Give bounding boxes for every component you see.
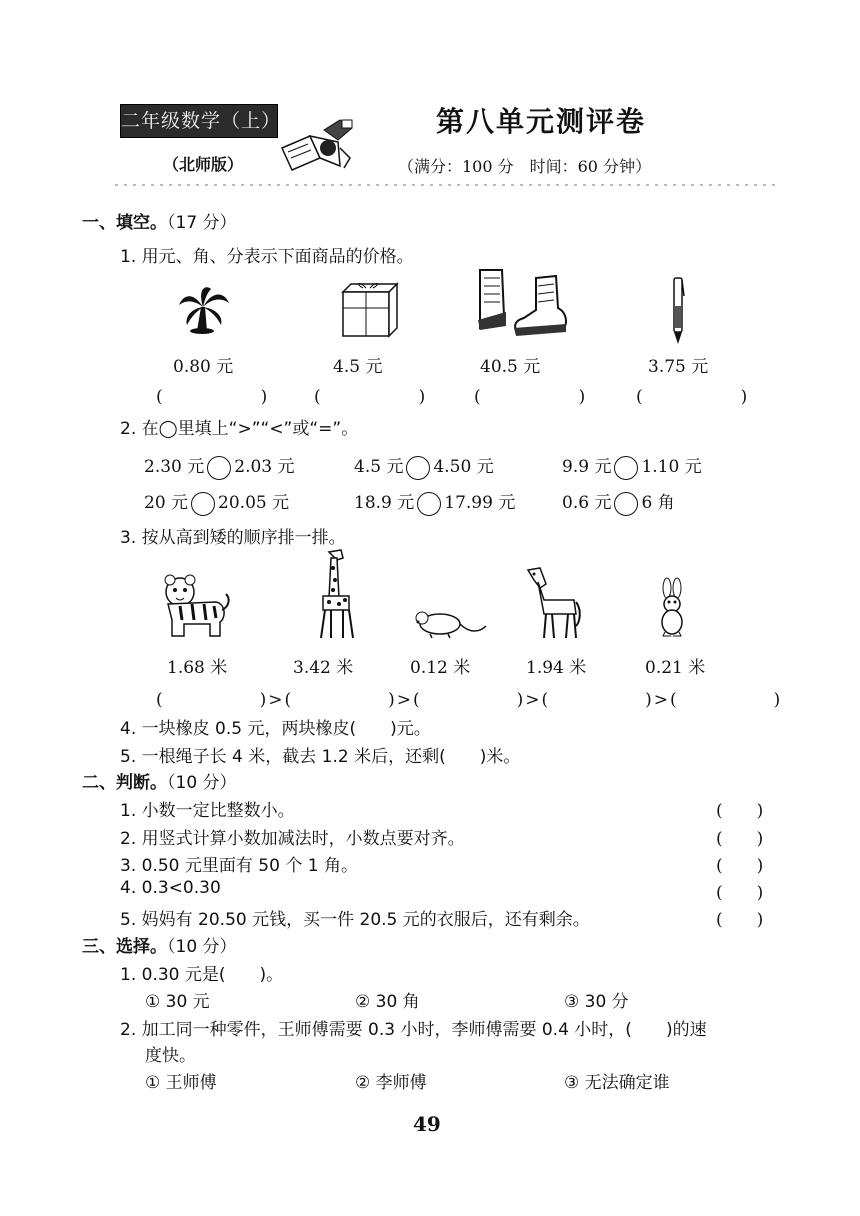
section-1-points: （17 分） xyxy=(167,213,237,233)
answer-blank-plant[interactable]: ( ) xyxy=(156,387,274,407)
height-mouse: 0.12 米 xyxy=(410,658,471,678)
height-tiger: 1.68 米 xyxy=(167,658,228,678)
height-rabbit: 0.21 米 xyxy=(645,658,706,678)
compare-right: 2.03 元 xyxy=(234,457,295,477)
choice-option[interactable]: ① 王师傅 xyxy=(145,1073,217,1093)
compare-item xyxy=(354,488,515,516)
tiger-icon xyxy=(160,574,232,640)
choice-option[interactable]: ② 30 角 xyxy=(355,992,420,1012)
judge-item-1: 1. 小数一定比整数小。 xyxy=(120,801,295,821)
s1-q2-text: 2. 在◯里填上“>”“<”或“=”。 xyxy=(120,419,359,439)
price-shoes: 40.5 元 xyxy=(480,357,541,377)
choice-option[interactable]: ② 李师傅 xyxy=(355,1073,427,1093)
grade-badge: 二年级数学（上） xyxy=(120,104,278,138)
compare-left: 4.5 元 xyxy=(354,457,404,477)
compare-item xyxy=(144,488,289,516)
answer-blank-gift[interactable]: ( ) xyxy=(314,387,432,407)
mouse-icon xyxy=(410,604,488,638)
section-3-heading xyxy=(82,932,237,957)
gift-box-icon xyxy=(337,278,401,338)
s3-q2-text: 2. 加工同一种零件，王师傅需要 0.3 小时，李师傅需要 0.4 小时，( )的速 xyxy=(120,1020,707,1040)
judge-item-5: 5. 妈妈有 20.50 元钱，买一件 20.5 元的衣服后，还有剩余。 xyxy=(120,910,590,930)
s3-q1-text: 1. 0.30 元是( )。 xyxy=(120,965,284,985)
s1-q4-text: 4. 一块橡皮 0.5 元，两块橡皮( )元。 xyxy=(120,719,431,739)
section-2-points: （10 分） xyxy=(167,773,237,793)
height-order-blanks[interactable]: ( )>( )>( )>( )>( ) xyxy=(156,690,783,710)
compare-circle[interactable] xyxy=(191,492,215,516)
price-gift: 4.5 元 xyxy=(333,357,383,377)
compare-item xyxy=(562,488,675,516)
answer-blank-shoes[interactable]: ( ) xyxy=(474,387,592,407)
judge-blank-5[interactable]: ( ) xyxy=(716,910,764,930)
s3-q2-text-cont: 度快。 xyxy=(145,1046,196,1066)
answer-blank-pen[interactable]: ( ) xyxy=(636,387,754,407)
edition-label: （北师版） xyxy=(163,155,244,174)
choice-option[interactable]: ① 30 元 xyxy=(145,992,210,1012)
judge-item-2: 2. 用竖式计算小数加减法时，小数点要对齐。 xyxy=(120,829,465,849)
judge-blank-1[interactable]: ( ) xyxy=(716,801,764,821)
compare-right: 4.50 元 xyxy=(433,457,494,477)
compare-left: 20 元 xyxy=(144,493,189,513)
pen-icon xyxy=(670,276,686,346)
price-pen: 3.75 元 xyxy=(648,357,709,377)
s1-q5-text: 5. 一根绳子长 4 米，截去 1.2 米后，还剩( )米。 xyxy=(120,747,521,767)
giraffe-icon xyxy=(309,548,359,640)
page-title: 第八单元测评卷 xyxy=(436,105,647,138)
price-plant: 0.80 元 xyxy=(173,357,234,377)
choice-option[interactable]: ③ 30 分 xyxy=(564,992,629,1012)
reading-student-icon xyxy=(280,118,360,176)
score-time-info: （满分：100 分 时间：60 分钟） xyxy=(398,157,652,176)
rabbit-icon xyxy=(655,578,689,638)
shoes-icon xyxy=(474,268,570,338)
compare-right: 1.10 元 xyxy=(641,457,702,477)
section-1-heading xyxy=(82,208,237,233)
section-3-title: 三、选择。 xyxy=(82,937,167,957)
section-2-title: 二、判断。 xyxy=(82,773,167,793)
s1-q1-text: 1. 用元、角、分表示下面商品的价格。 xyxy=(120,247,414,267)
compare-right: 17.99 元 xyxy=(444,493,516,513)
compare-item xyxy=(562,452,702,480)
compare-item xyxy=(354,452,494,480)
compare-circle[interactable] xyxy=(207,456,231,480)
s1-q3-text: 3. 按从高到矮的顺序排一排。 xyxy=(120,528,346,548)
page-number: 49 xyxy=(413,1112,441,1136)
height-horse: 1.94 米 xyxy=(526,658,587,678)
section-3-points: （10 分） xyxy=(167,937,237,957)
horse-icon xyxy=(524,566,582,640)
choice-option[interactable]: ③ 无法确定谁 xyxy=(564,1073,670,1093)
header-divider xyxy=(115,184,775,186)
judge-item-4: 4. 0.3<0.30 xyxy=(120,878,221,898)
judge-blank-4[interactable]: ( ) xyxy=(716,883,764,903)
compare-item xyxy=(144,452,295,480)
compare-circle[interactable] xyxy=(614,492,638,516)
compare-left: 18.9 元 xyxy=(354,493,415,513)
compare-right: 20.05 元 xyxy=(218,493,290,513)
compare-circle[interactable] xyxy=(406,456,430,480)
compare-left: 0.6 元 xyxy=(562,493,612,513)
judge-item-3: 3. 0.50 元里面有 50 个 1 角。 xyxy=(120,856,358,876)
compare-circle[interactable] xyxy=(417,492,441,516)
judge-blank-2[interactable]: ( ) xyxy=(716,829,764,849)
judge-blank-3[interactable]: ( ) xyxy=(716,856,764,876)
compare-left: 2.30 元 xyxy=(144,457,205,477)
section-2-heading xyxy=(82,768,237,793)
compare-circle[interactable] xyxy=(614,456,638,480)
section-1-title: 一、填空。 xyxy=(82,213,167,233)
compare-right: 6 角 xyxy=(641,493,675,513)
plant-icon xyxy=(177,285,231,335)
compare-left: 9.9 元 xyxy=(562,457,612,477)
height-giraffe: 3.42 米 xyxy=(293,658,354,678)
